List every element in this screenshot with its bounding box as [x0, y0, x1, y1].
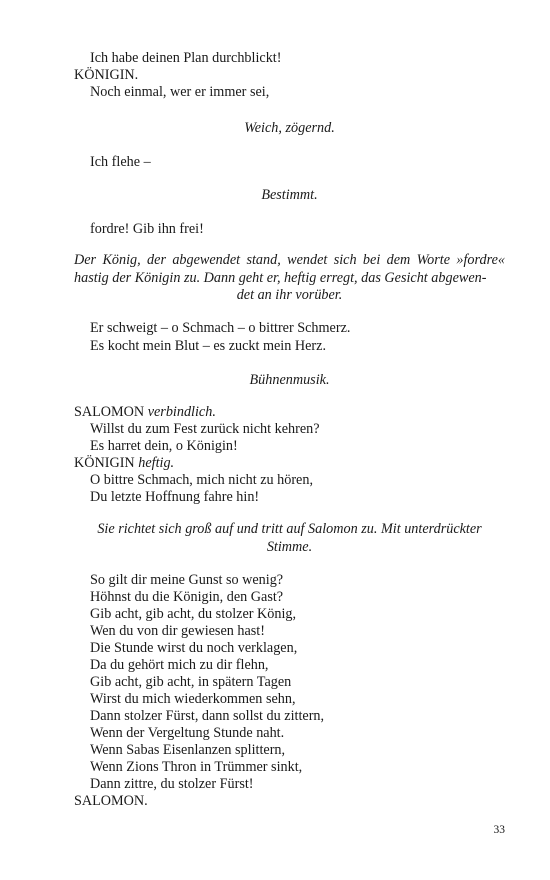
- verse-line: fordre! Gib ihn frei!: [90, 221, 204, 237]
- verse-line: So gilt dir meine Gunst so wenig?: [90, 572, 284, 588]
- verse-line: Dann stolzer Fürst, dann sollst du zittern,: [90, 708, 325, 724]
- verse-line: Die Stunde wirst du noch verklagen,: [90, 640, 298, 656]
- verse-line: Du letzte Hoffnung fahre hin!: [90, 489, 260, 505]
- verse-line: Dann zittre, du stolzer Fürst!: [90, 776, 254, 792]
- verse-line: Es kocht mein Blut – es zuckt mein Herz.: [90, 338, 327, 354]
- speaker-line: [74, 455, 174, 472]
- verse-line: Da du gehört mich zu dir flehn,: [90, 657, 269, 673]
- speaker-label: KÖNIGIN.: [74, 67, 139, 83]
- stage-direction: Weich, zögernd.: [244, 120, 335, 136]
- verse-line: Gib acht, gib acht, in spätern Tagen: [90, 674, 292, 690]
- speaker-label: SALOMON: [74, 404, 145, 420]
- stage-direction-text: Sie richtet sich groß auf und tritt auf Salomon zu. Mit unterdrückter: [97, 521, 482, 537]
- speaker-label: KÖNIGIN: [74, 455, 135, 471]
- page-number: 33: [493, 824, 505, 836]
- verse-line: Ich habe deinen Plan durchblickt!: [90, 50, 282, 66]
- speaker-label: SALOMON.: [74, 793, 148, 809]
- verse-line: Wenn Zions Thron in Trümmer sinkt,: [90, 759, 303, 775]
- verse-line: Ich flehe –: [90, 154, 151, 170]
- stage-direction: Bestimmt.: [261, 187, 318, 203]
- verse-line: Es harret dein, o Königin!: [90, 438, 238, 454]
- stage-direction-last-line: Stimme.: [266, 538, 313, 555]
- verse-line: Er schweigt – o Schmach – o bittrer Schmerz.: [90, 320, 351, 336]
- stage-direction-paragraph: [74, 521, 505, 556]
- verse-line: Willst du zum Fest zurück nicht kehren?: [90, 421, 320, 437]
- speaker-direction: heftig.: [138, 455, 175, 471]
- verse-line: Wirst du mich wiederkommen sehn,: [90, 691, 296, 707]
- stage-direction: Bühnenmusik.: [249, 372, 330, 388]
- speaker-line: [74, 404, 216, 421]
- stage-direction-last-line: det an ihr vorüber.: [236, 287, 343, 303]
- verse-line: Höhnst du die Königin, den Gast?: [90, 589, 284, 605]
- stage-direction-paragraph: [74, 252, 505, 305]
- verse-line: O bittre Schmach, mich nicht zu hören,: [90, 472, 313, 488]
- verse-line: Gib acht, gib acht, du stolzer König,: [90, 606, 297, 622]
- verse-line: Wenn Sabas Eisenlanzen splittern,: [90, 742, 286, 758]
- stage-direction-text: Der König, der abgewendet stand, wendet sich bei dem Worte »fordre« hastig der Königin zu. Dann geht er, heftig erregt, das Gesicht abgewen-: [74, 252, 505, 286]
- verse-line: Noch einmal, wer er immer sei,: [90, 84, 270, 100]
- verse-line: Wen du von dir gewiesen hast!: [90, 623, 265, 639]
- speaker-direction: verbindlich.: [147, 404, 216, 420]
- verse-line: Wenn der Vergeltung Stunde naht.: [90, 725, 285, 741]
